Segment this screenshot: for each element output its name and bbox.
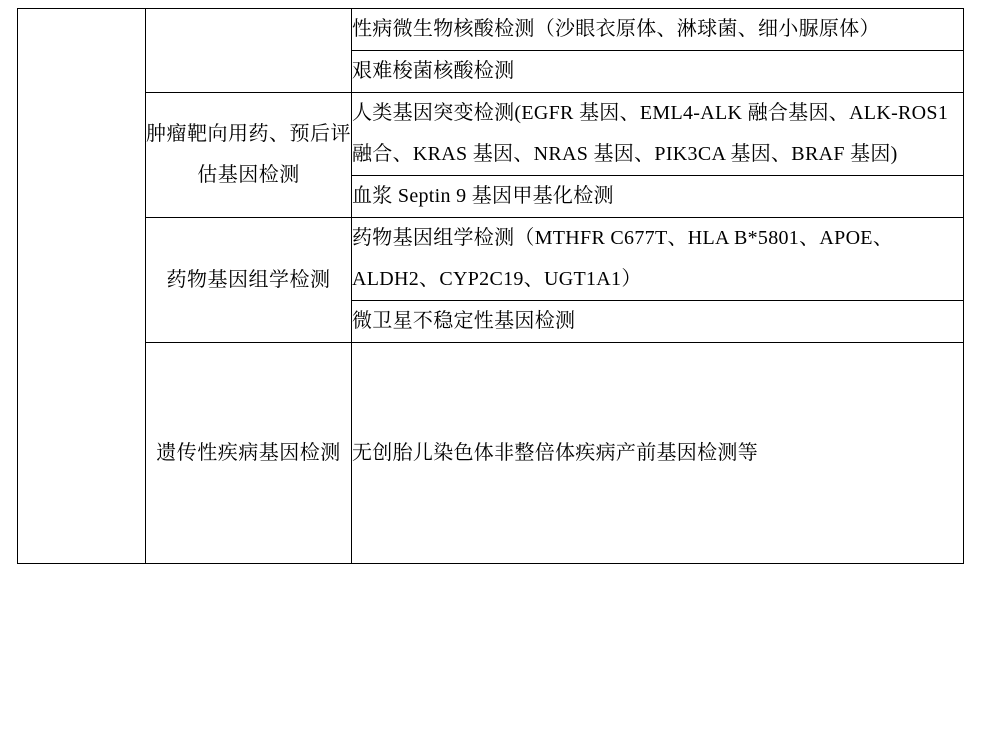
category-cell-empty (146, 9, 352, 93)
test-items-table (17, 8, 964, 564)
table-row (18, 343, 964, 564)
item-cell: 微卫星不稳定性基因检测 (352, 301, 964, 343)
document-page (0, 8, 981, 733)
table-row (18, 218, 964, 301)
item-cell: 艰难梭菌核酸检测 (352, 51, 964, 93)
item-cell: 无创胎儿染色体非整倍体疾病产前基因检测等 (352, 343, 964, 564)
table-row (18, 9, 964, 51)
item-cell: 性病微生物核酸检测（沙眼衣原体、淋球菌、细小脲原体） (352, 9, 964, 51)
item-cell: 血浆 Septin 9 基因甲基化检测 (352, 176, 964, 218)
category-cell-hereditary: 遗传性疾病基因检测 (146, 343, 352, 564)
table-row (18, 93, 964, 176)
item-cell: 人类基因突变检测(EGFR 基因、EML4-ALK 融合基因、ALK-ROS1 融合、KRAS 基因、NRAS 基因、PIK3CA 基因、BRAF 基因) (352, 93, 964, 176)
left-spacer-cell (18, 9, 146, 564)
category-cell-pharmacogenomics: 药物基因组学检测 (146, 218, 352, 343)
item-cell: 药物基因组学检测（MTHFR C677T、HLA B*5801、APOE、ALDH2、CYP2C19、UGT1A1） (352, 218, 964, 301)
category-cell-tumor: 肿瘤靶向用药、预后评估基因检测 (146, 93, 352, 218)
